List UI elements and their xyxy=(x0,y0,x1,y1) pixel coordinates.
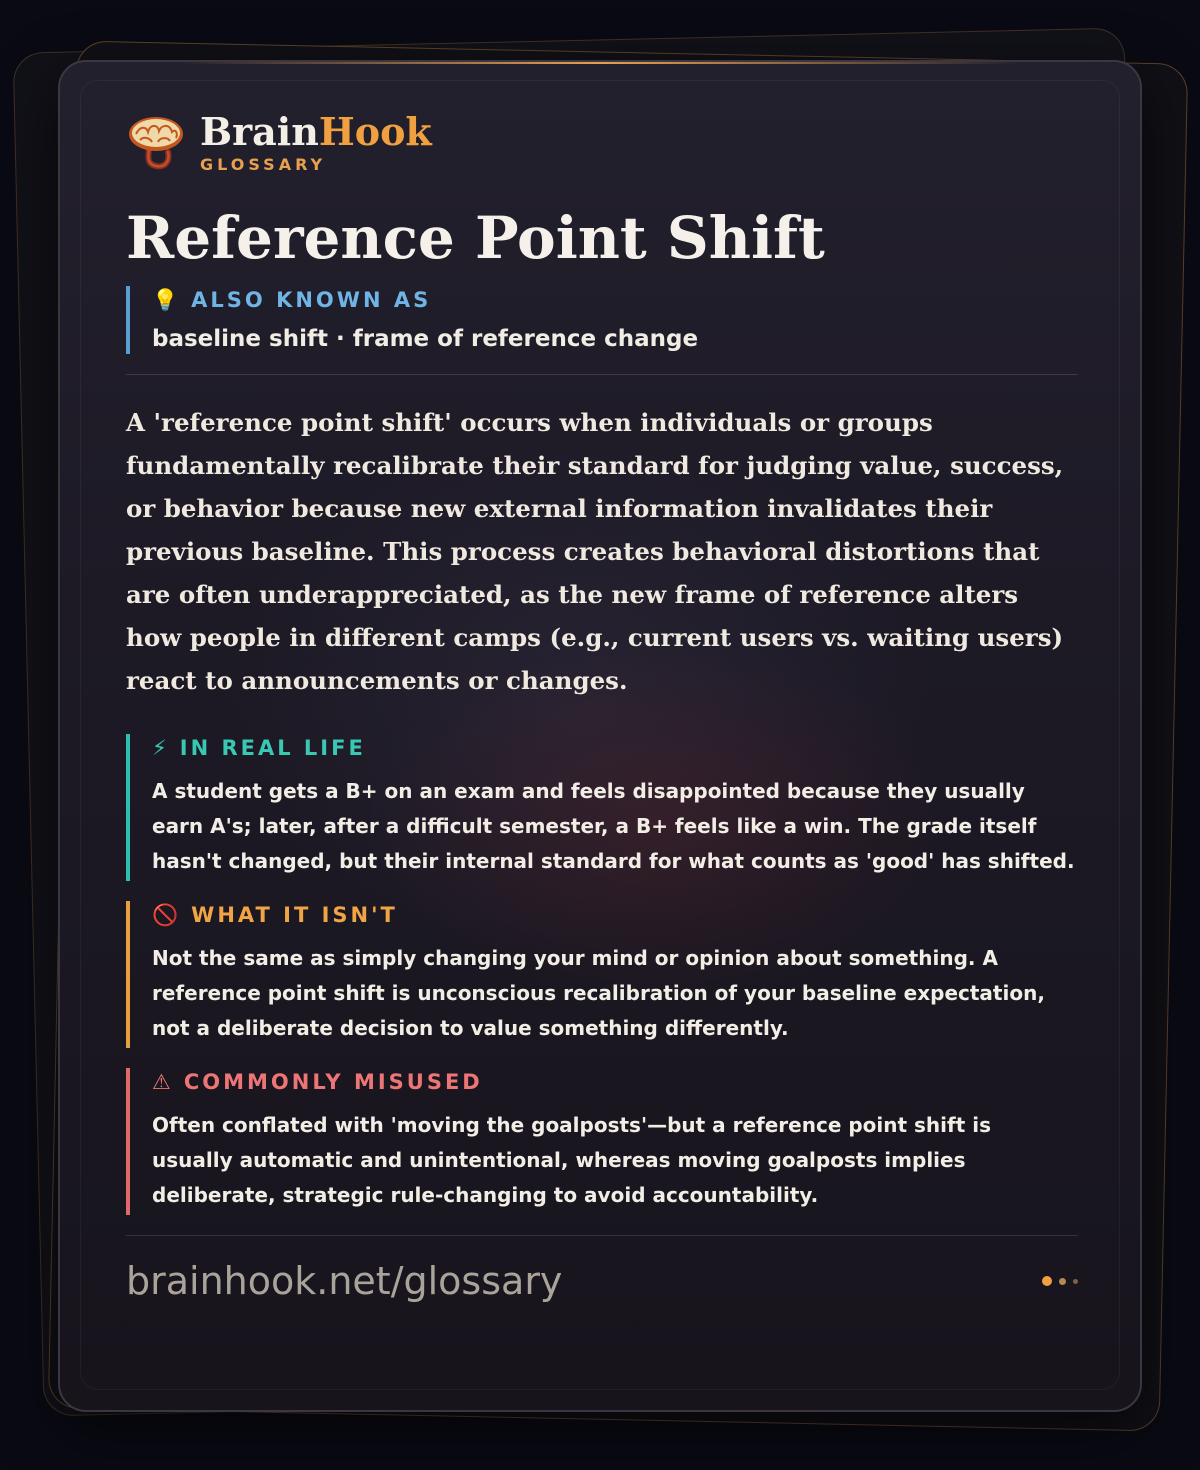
what-it-isnt-text: Not the same as simply changing your mind or opinion about something. A reference point shift is unconscious recalibration of your baseline expectation, not a deliberate decision to value something differently. xyxy=(152,946,1045,1040)
also-known-as-block xyxy=(126,286,1078,354)
brand-subtitle: GLOSSARY xyxy=(200,154,327,174)
brand-header xyxy=(126,102,1078,182)
glossary-card xyxy=(58,60,1142,1412)
what-it-isnt-heading xyxy=(152,901,1078,929)
real-life-block xyxy=(126,734,1078,881)
dot-icon xyxy=(1073,1279,1078,1284)
dot-icon xyxy=(1059,1278,1066,1285)
card-content xyxy=(126,102,1078,1304)
brand-name-part1: Brain xyxy=(200,108,319,154)
definition-text: A 'reference point shift' occurs when individuals or groups fundamentally recalibrate their standard for judging value, success, or behavior because new external information invalidates their previous baseline. This process creates behavioral distortions that are often underappreciated, as the new frame of reference alters how people in different camps (e.g., current users vs. waiting users) react to announcements or changes. xyxy=(126,408,1064,695)
lightning-icon: ⚡ xyxy=(152,736,170,760)
footer-divider xyxy=(126,1235,1078,1236)
also-known-as-label: ALSO KNOWN AS xyxy=(191,288,432,312)
real-life-label: IN REAL LIFE xyxy=(179,736,366,760)
real-life-text: A student gets a B+ on an exam and feels disappointed because they usually earn A's; later, after a difficult semester, a B+ feels like a win. The grade itself hasn't changed, but their internal standard for what counts as 'good' has shifted. xyxy=(152,779,1075,873)
commonly-misused-heading xyxy=(152,1068,1078,1096)
commonly-misused-text: Often conflated with 'moving the goalposts'—but a reference point shift is usually automatic and unintentional, whereas moving goalposts implies deliberate, strategic rule-changing to avoid accountability. xyxy=(152,1113,992,1207)
what-it-isnt-block xyxy=(126,901,1078,1048)
real-life-heading xyxy=(152,734,1078,762)
brain-hook-icon xyxy=(126,112,186,172)
pagination-dots xyxy=(1042,1276,1078,1286)
footer-url[interactable]: brainhook.net/glossary xyxy=(126,1259,563,1303)
footer xyxy=(126,1258,1078,1304)
brand-name-part2: Hook xyxy=(318,108,432,154)
lightbulb-icon: 💡 xyxy=(152,288,182,312)
also-known-as-values: baseline shift · frame of reference change xyxy=(152,326,699,352)
brand-name xyxy=(200,108,432,154)
commonly-misused-block xyxy=(126,1068,1078,1215)
also-known-as-heading xyxy=(152,286,1078,314)
no-entry-icon: 🚫 xyxy=(152,903,182,927)
commonly-misused-label: COMMONLY MISUSED xyxy=(183,1070,483,1094)
warning-icon: ⚠ xyxy=(152,1070,174,1094)
divider xyxy=(126,374,1078,375)
page-title: Reference Point Shift xyxy=(126,204,825,272)
dot-icon xyxy=(1042,1276,1052,1286)
what-it-isnt-label: WHAT IT ISN'T xyxy=(191,903,398,927)
